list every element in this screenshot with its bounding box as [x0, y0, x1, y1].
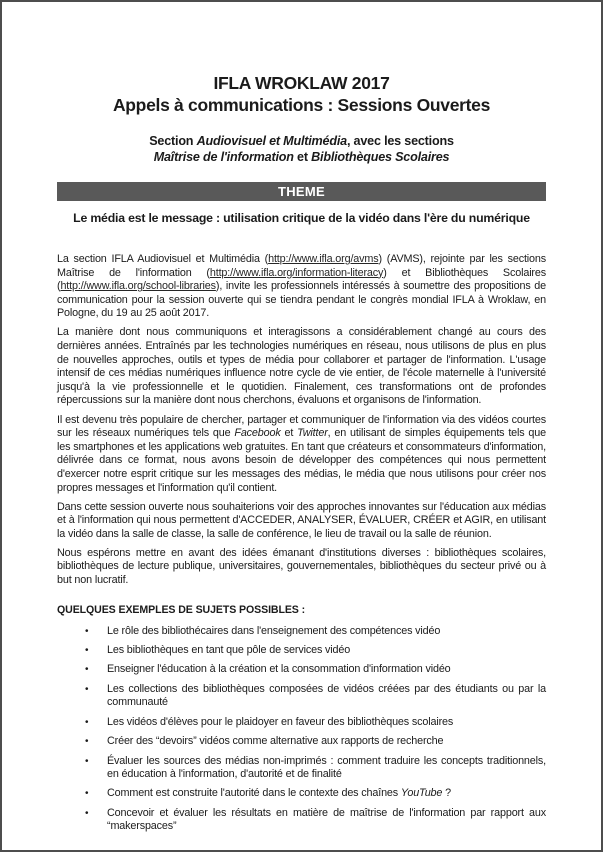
list-item-text: [107, 644, 546, 657]
italic-text: Bibliothèques Scolaires: [311, 149, 450, 164]
list-item: [57, 625, 546, 638]
bullet-icon: •: [85, 736, 89, 748]
paragraph: [57, 501, 546, 542]
document-body: [57, 253, 546, 834]
text-segment: La section IFLA Audiovisuel et Multimédia (: [57, 253, 269, 265]
list-item: [57, 787, 546, 800]
list-item-text: [107, 735, 546, 748]
list-item: [57, 755, 546, 782]
document-content: [2, 2, 601, 834]
list-item-text: [107, 807, 546, 834]
paragraph: [57, 414, 546, 496]
text-segment: et: [280, 427, 298, 440]
italic-text: Maîtrise de l'information: [153, 149, 294, 164]
italic-text: Facebook: [234, 427, 281, 440]
theme-heading: Le média est le message : utilisation critique de la vidéo dans l'ère du numérique: [73, 211, 530, 225]
bullet-icon: •: [85, 807, 89, 819]
bullet-icon: •: [85, 683, 89, 695]
text-segment: Créer des “devoirs” vidéos comme alternative aux rapports de recherche: [107, 735, 444, 748]
list-item-text: [107, 755, 546, 782]
text-segment: Section: [149, 134, 197, 148]
bullet-icon: •: [85, 645, 89, 657]
text-segment: Les vidéos d'élèves pour le plaidoyer en faveur des bibliothèques scolaires: [107, 715, 454, 728]
list-item: [57, 807, 546, 834]
bullet-icon: •: [85, 716, 89, 728]
subtitle-line-1: [57, 134, 546, 150]
text-segment: Dans cette session ouverte nous souhaiterions voir des approches innovantes sur l'éducation aux médias et à l'information qui nous permettent d'ACCEDER, ANALYSER, ÉVALUER, CRÉER et AGIR, en utilisant la vidéo dans la salle de classe, la salle de conférence, le lieu de travail ou la salle de réunion.: [57, 500, 546, 540]
text-segment: Le rôle des bibliothécaires dans l'enseignement des compétences vidéo: [107, 624, 441, 637]
document-title: [57, 72, 546, 116]
text-segment: , en utilisant de simples équipements tels que les smartphones et les applications web gratuites. En tant que créateurs et consommateurs d'information, délivrée dans ce format, nous avons besoin de développer des compétences qui nous permettent d'exercer notre esprit critique sur les messages des médias, le média que nous utilisons pour créer nos propres messages et l'information qu'il contient.: [57, 427, 546, 494]
examples-heading: QUELQUES EXEMPLES DE SUJETS POSSIBLES :: [57, 603, 306, 616]
list-item: [57, 683, 546, 710]
list-item-text: [107, 625, 546, 638]
paragraph: [57, 547, 546, 588]
list-item: [57, 716, 546, 729]
title-line-1: IFLA WROKLAW 2017: [213, 73, 390, 93]
hyperlink[interactable]: http://www.ifla.org/school-libraries: [60, 280, 216, 293]
paragraph: [57, 326, 546, 408]
topic-list: [57, 625, 546, 834]
list-item-text: [107, 716, 546, 729]
list-item: [57, 663, 546, 676]
theme-banner: THEME: [57, 182, 546, 201]
list-item: [57, 644, 546, 657]
italic-text: Audiovisuel et Multimédia: [196, 134, 347, 148]
text-segment: ) (AVMS), rejointe par les sections Maîtrise de l'information (: [57, 253, 546, 279]
text-segment: ?: [442, 787, 451, 800]
bullet-icon: •: [85, 625, 89, 637]
italic-text: YouTube: [400, 787, 443, 800]
text-segment: La manière dont nous communiquons et interagissons a considérablement changé au cours des dernières années. Entraînés par les technologies numériques en réseau, nous utilisons de plus en plus de nouvelles approches, outils et types de média pour collaborer et partager de l'information. L'usage intensif de ces médias numériques influence notre cycle de vie entier, de l'école maternelle à l'université jusqu'à la vie professionnelle et le quotidien. Finalement, ces transformations ont de profondes répercussions sur la manière dont nous cherchons, évaluons et organisons de l'information.: [57, 326, 546, 407]
subtitle-line-2: [57, 150, 546, 166]
hyperlink[interactable]: http://www.ifla.org/information-literacy: [209, 266, 384, 279]
bullet-icon: •: [85, 664, 89, 676]
text-segment: Enseigner l'éducation à la création et la consommation d'information vidéo: [107, 663, 451, 676]
list-item-text: [107, 663, 546, 676]
bullet-icon: •: [85, 755, 89, 767]
text-segment: Les bibliothèques en tant que pôle de services vidéo: [107, 644, 351, 657]
italic-text: Twitter: [297, 427, 328, 440]
text-segment: ), invite les professionnels intéressés à soumettre des propositions de communication pour la session ouverte qui se tiendra pendant le congrès mondial IFLA à Wroklaw, en Pologne, du 19 au 25 août 2017.: [57, 280, 546, 320]
list-item: [57, 735, 546, 748]
text-segment: , avec les sections: [346, 134, 454, 148]
text-segment: et: [293, 149, 312, 164]
text-segment: Nous espérons mettre en avant des idées émanant d'institutions diverses : bibliothèques scolaires, bibliothèques de lecture publique, universitaires, gouvernementales, bibliothèques du secteur privé ou à but non lucratif.: [57, 546, 546, 587]
hyperlink[interactable]: http://www.ifla.org/avms: [268, 253, 379, 265]
text-segment: ) et Bibliothèques Scolaires (: [57, 266, 546, 293]
list-item-text: [107, 787, 546, 800]
text-segment: Concevoir et évaluer les résultats en matière de maîtrise de l'information par rapport aux “makerspaces”: [107, 806, 546, 833]
text-segment: Les collections des bibliothèques composées de vidéos créées par des étudiants ou par la communauté: [107, 682, 546, 709]
list-item-text: [107, 683, 546, 710]
text-segment: Il est devenu très populaire de chercher, partager et communiquer de l'information via des vidéos courtes sur les réseaux numériques tels que: [57, 413, 546, 440]
bullet-icon: •: [85, 788, 89, 800]
title-line-2: Appels à communications : Sessions Ouvertes: [112, 95, 491, 115]
text-segment: Comment est construite l'autorité dans le contexte des chaînes: [107, 787, 401, 800]
text-segment: Évaluer les sources des médias non-imprimés : comment traduire les concepts traditionnels, en éducation à l'information, d'autorité et de finalité: [107, 754, 546, 780]
document-subtitle: [57, 134, 546, 165]
paragraph: [57, 253, 546, 321]
